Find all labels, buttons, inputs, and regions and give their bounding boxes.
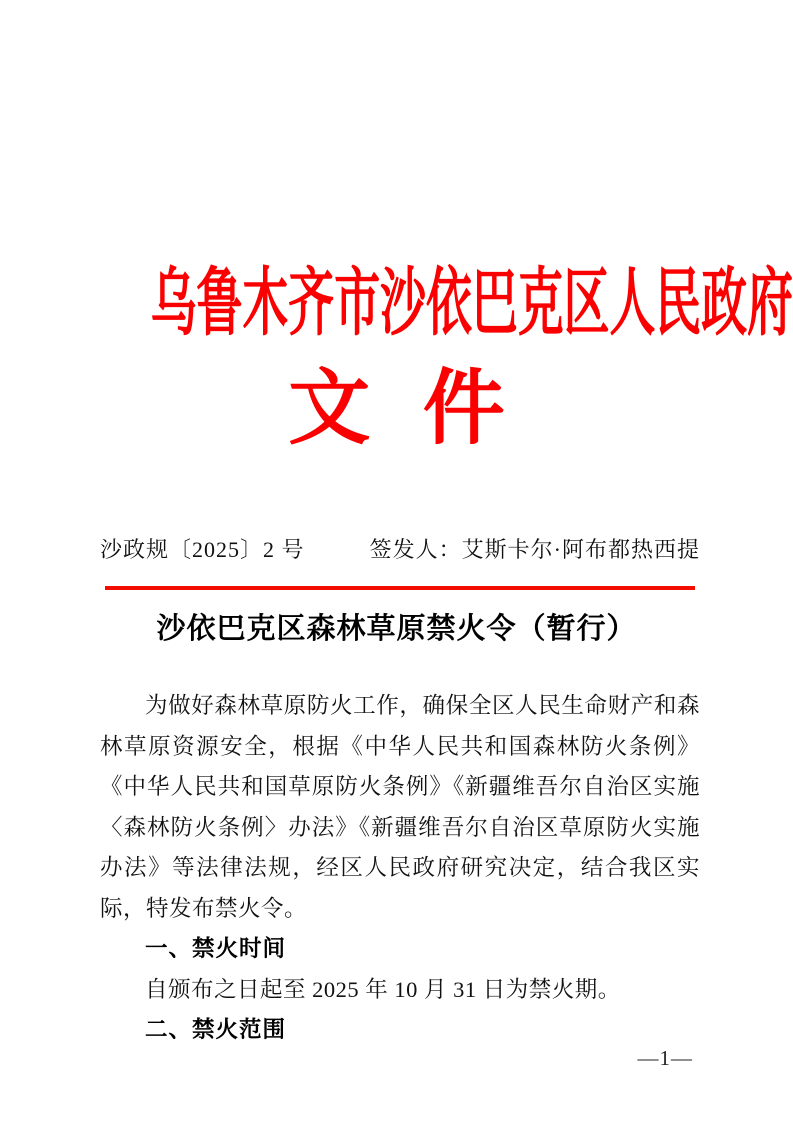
document-word-label: 文 件: [288, 363, 521, 454]
doc-reference-number: 沙政规〔2025〕2 号: [100, 537, 305, 562]
issuing-org-banner: 乌鲁木齐市沙依巴克区人民政府: [150, 263, 793, 345]
section-heading-fire-ban-period: 一、禁火时间: [145, 936, 287, 961]
intro-paragraph: 为做好森林草原防火工作，确保全区人民生命财产和森林草原资源安全，根据《中华人民共和国森林防火条例》《中华人民共和国草原防火条例》《新疆维吾尔自治区实施〈森林防火条例〉办法》《新疆维吾尔自治区草原防火实施办法》等法律法规，经区人民政府研究决定，结合我区实际，特发布禁火令。: [100, 693, 700, 921]
page-number: —1—: [637, 1046, 693, 1070]
section-text-fire-ban-period: 自颁布之日起至 2025 年 10 月 31 日为禁火期。: [145, 976, 621, 1002]
document-body: [100, 686, 700, 1051]
issuer-name: 签发人：艾斯卡尔·阿布都热西提: [369, 537, 700, 562]
doc-meta-row: [100, 533, 700, 564]
document-title: 沙依巴克区森林草原禁火令（暂行）: [156, 613, 637, 645]
red-divider-line: [105, 586, 695, 590]
section-heading-fire-ban-scope: 二、禁火范围: [145, 1017, 287, 1042]
